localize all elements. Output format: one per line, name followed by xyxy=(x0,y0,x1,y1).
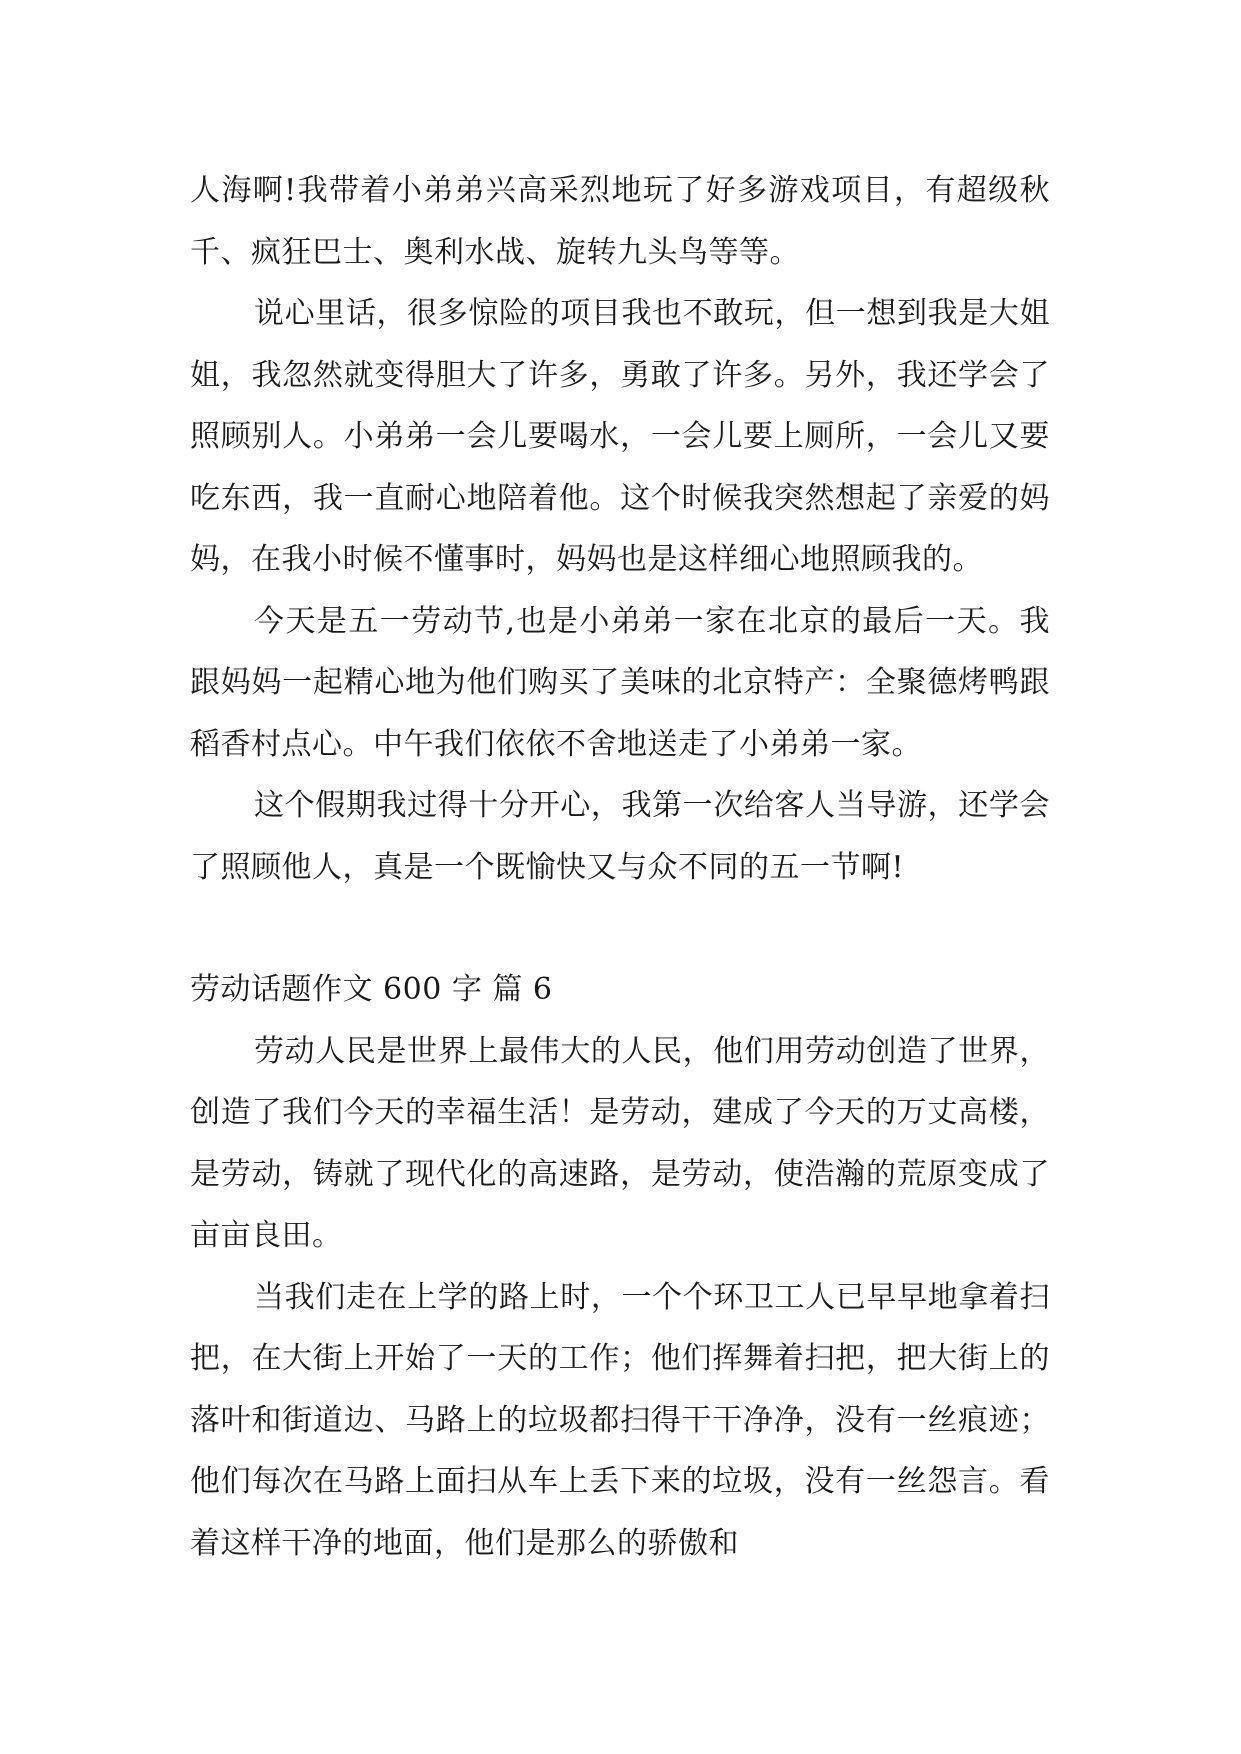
paragraph-holiday-summary: 这个假期我过得十分开心，我第一次给客人当导游，还学会了照顾他人，真是一个既愉快又与众不同的五一节啊! xyxy=(190,788,1050,885)
paragraph-working-people: 劳动人民是世界上最伟大的人民，他们用劳动创造了世界，创造了我们今天的幸福生活！是劳动，建成了今天的万丈高楼，是劳动，铸就了现代化的高速路，是劳动，使浩瀚的荒原变成了亩亩良田。 xyxy=(190,1033,1050,1253)
section-heading: 劳动话题作文 600 字 篇 6 xyxy=(190,972,553,1007)
section-spacer xyxy=(190,898,1050,959)
document-body xyxy=(190,160,1050,1574)
paragraph-labor-day-farewell: 今天是五一劳动节,也是小弟弟一家在北京的最后一天。我跟妈妈一起精心地为他们购买了美味的北京特产：全聚德烤鸭跟稻香村点心。中午我们依依不舍地送走了小弟弟一家。 xyxy=(190,603,1050,762)
paragraph-big-sister-courage: 说心里话，很多惊险的项目我也不敢玩，但一想到我是大姐姐，我忽然就变得胆大了许多，勇敢了许多。另外，我还学会了照顾别人。小弟弟一会儿要喝水，一会儿要上厕所，一会儿又要吃东西，我一直耐心地陪着他。这个时候我突然想起了亲爱的妈妈，在我小时候不懂事时，妈妈也是这样细心地照顾我的。 xyxy=(190,296,1050,577)
paragraph-amusement-park-games: 人海啊!我带着小弟弟兴高采烈地玩了好多游戏项目，有超级秋千、疯狂巴士、奥利水战、旋转九头鸟等等。 xyxy=(190,173,1050,270)
paragraph-sanitation-workers: 当我们走在上学的路上时，一个个环卫工人已早早地拿着扫把，在大街上开始了一天的工作；他们挥舞着扫把，把大街上的落叶和街道边、马路上的垃圾都扫得干干净净，没有一丝痕迹；他们每次在马路上面扫从车上丢下来的垃圾，没有一丝怨言。看着这样干净的地面，他们是那么的骄傲和 xyxy=(190,1279,1050,1561)
